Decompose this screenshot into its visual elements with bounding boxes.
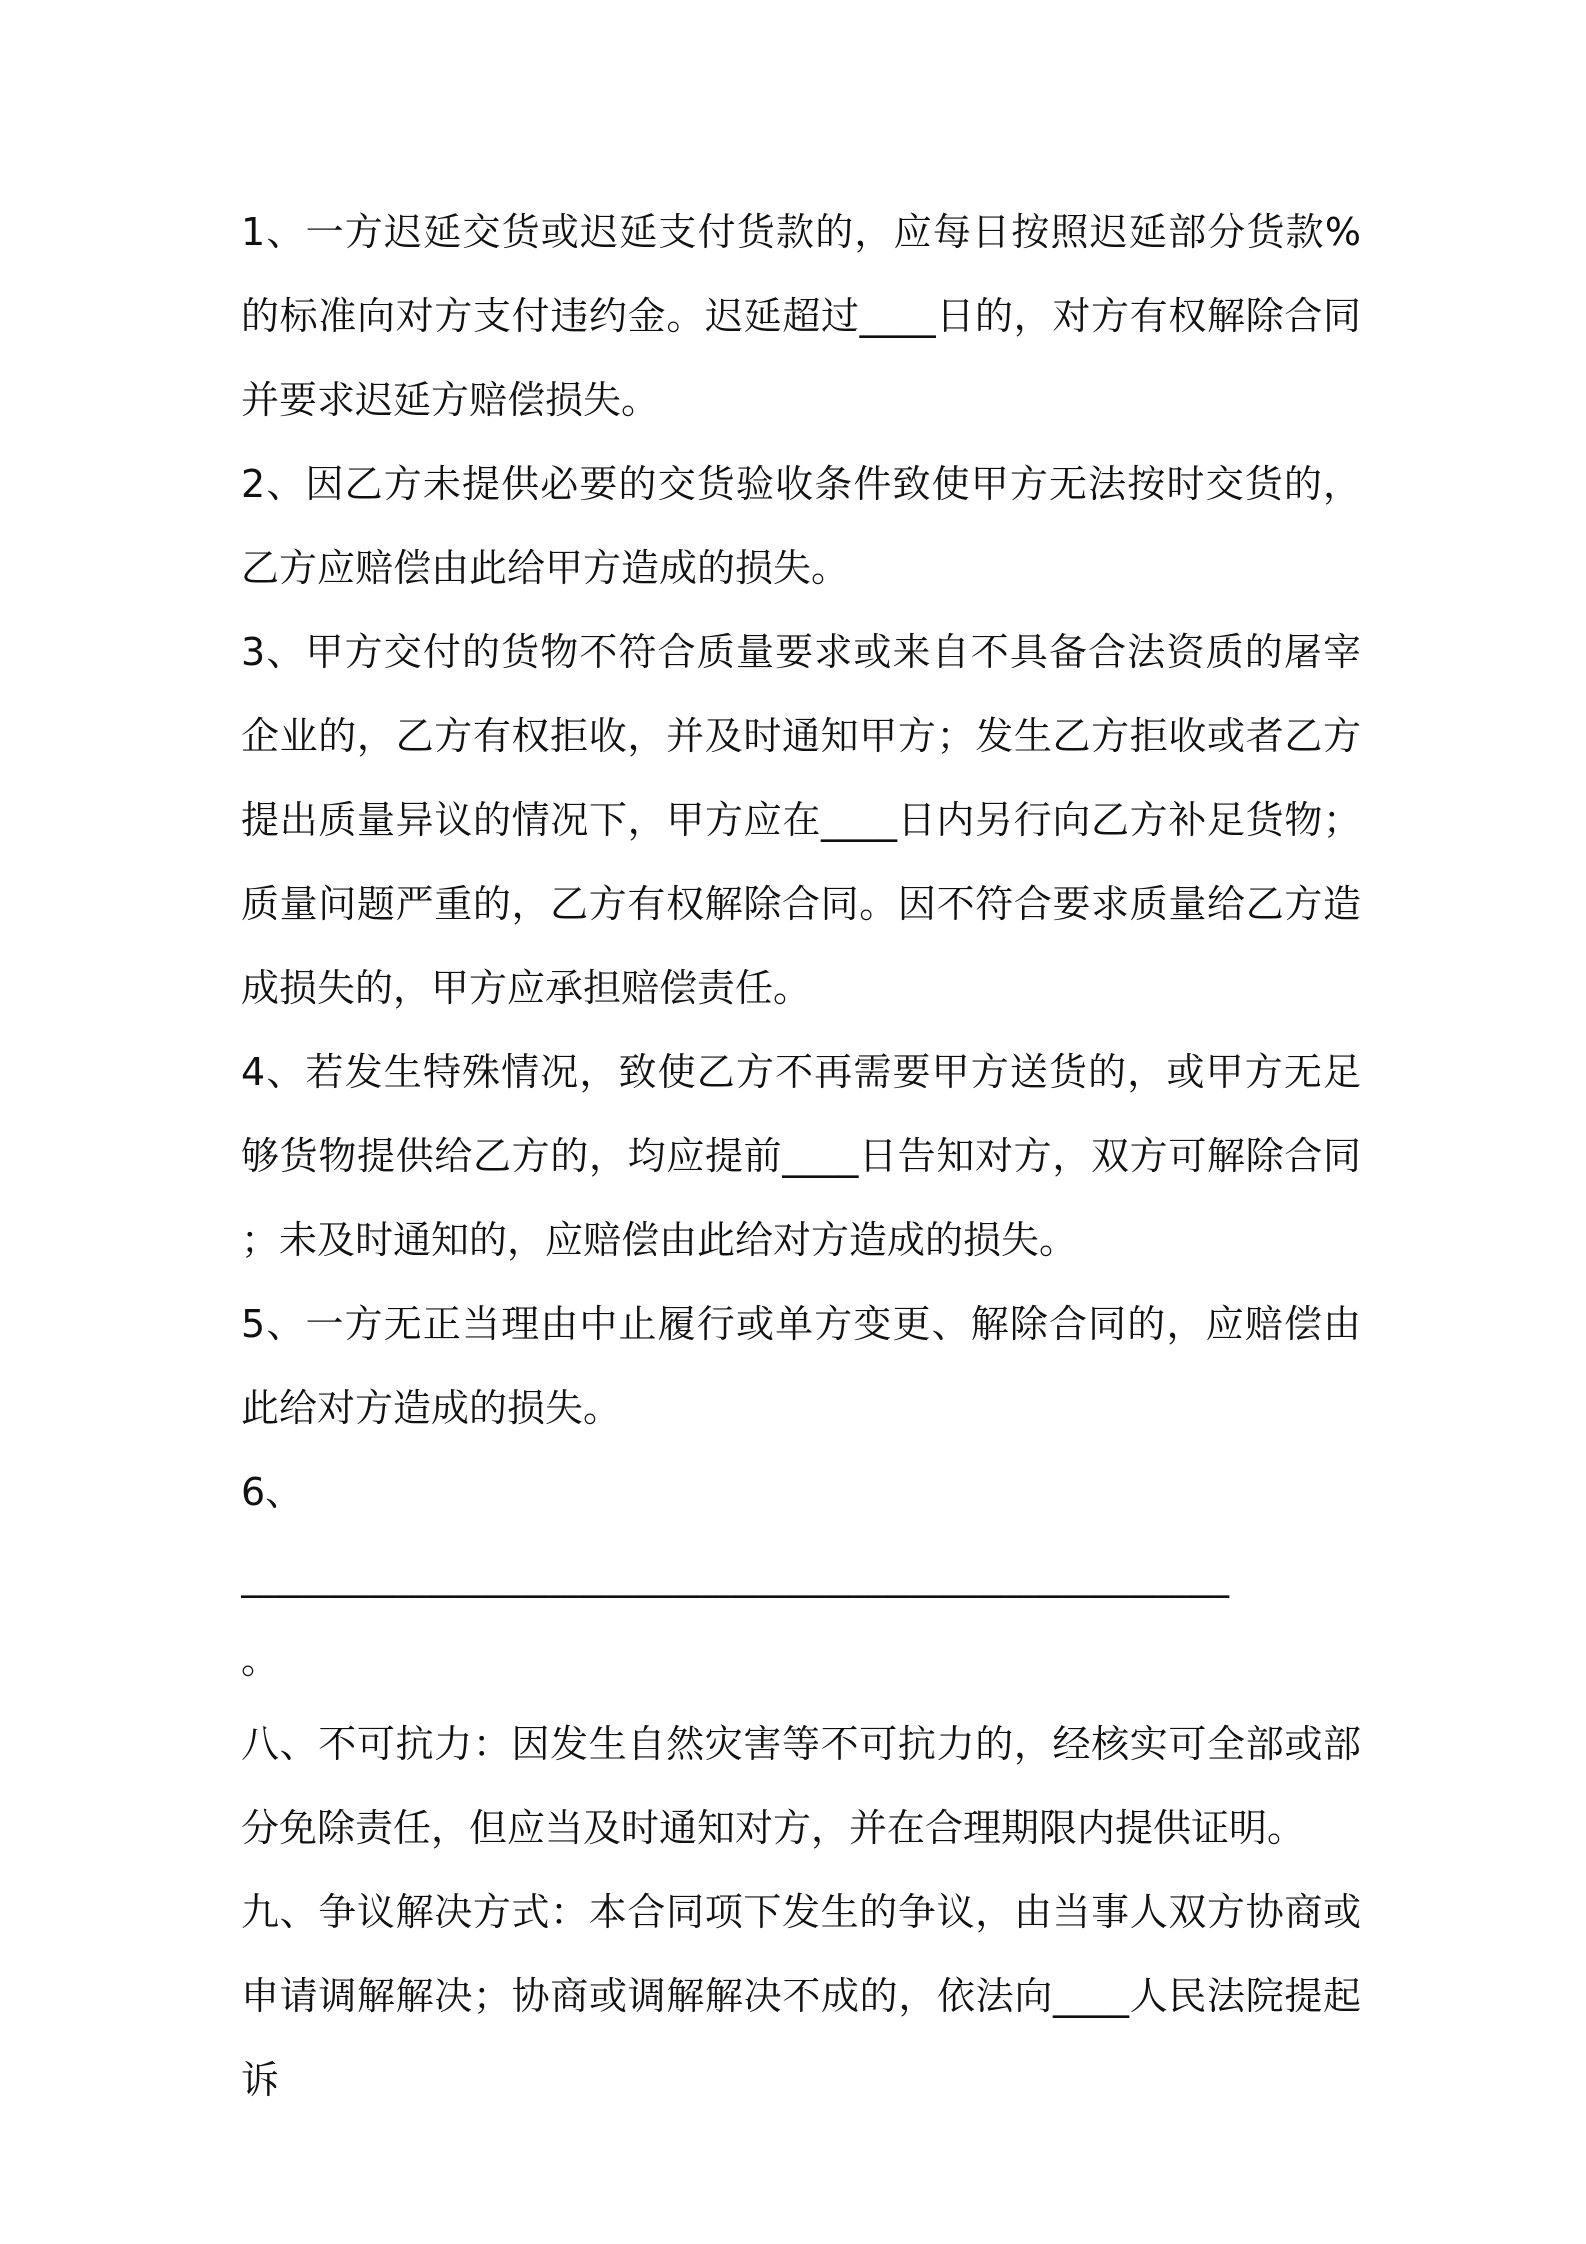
clause-2: 2、因乙方未提供必要的交货验收条件致使甲方无法按时交货的，乙方应赔偿由此给甲方造成的损失。 <box>241 462 1361 590</box>
clause-4: 4、若发生特殊情况，致使乙方不再需要甲方送货的，或甲方无足够货物提供给乙方的，均应提前____日告知对方，双方可解除合同；未及时通知的，应赔偿由此给对方造成的损失。 <box>241 1050 1361 1262</box>
clause-6-blank-line: ____________________________________________________ <box>241 1554 1229 1598</box>
clause-6: 6、 <box>241 1470 304 1514</box>
document-body <box>241 190 1361 2122</box>
clause-5: 5、一方无正当理由中止履行或单方变更、解除合同的，应赔偿由此给对方造成的损失。 <box>241 1302 1361 1430</box>
dispute-resolution-clause: 九、争议解决方式：本合同项下发生的争议，由当事人双方协商或申请调解解决；协商或调解解决不成的，依法向____人民法院提起诉 <box>241 1890 1361 2102</box>
clause-6-period: 。 <box>241 1638 280 1682</box>
clause-3: 3、甲方交付的货物不符合质量要求或来自不具备合法资质的屠宰企业的，乙方有权拒收，并及时通知甲方；发生乙方拒收或者乙方提出质量异议的情况下，甲方应在____日内另行向乙方补足货物；质量问题严重的，乙方有权解除合同。因不符合要求质量给乙方造成损失的，甲方应承担赔偿责任。 <box>241 630 1361 1010</box>
force-majeure-clause: 八、不可抗力：因发生自然灾害等不可抗力的，经核实可全部或部分免除责任，但应当及时通知对方，并在合理期限内提供证明。 <box>241 1722 1361 1850</box>
clause-1: 1、一方迟延交货或迟延支付货款的，应每日按照迟延部分货款%的标准向对方支付违约金。迟延超过____日的，对方有权解除合同并要求迟延方赔偿损失。 <box>241 210 1361 422</box>
